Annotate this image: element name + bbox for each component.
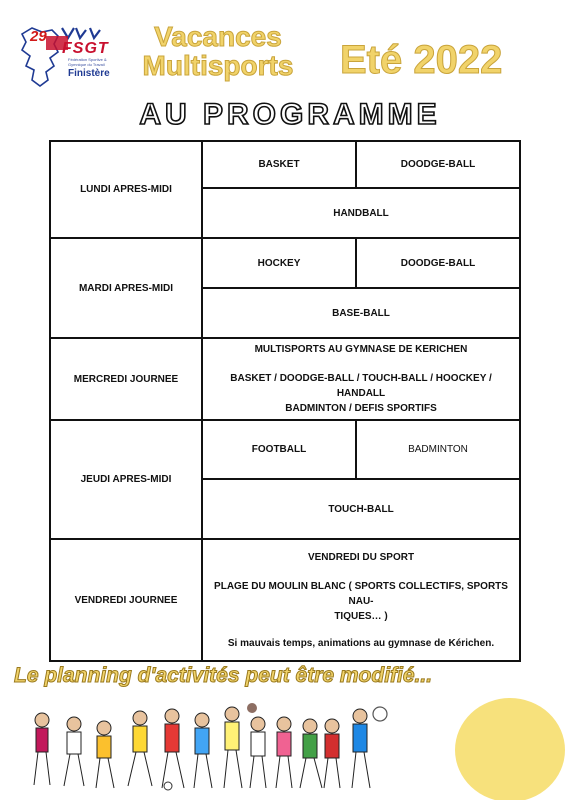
- child-figure: [300, 719, 322, 788]
- activity-cell: HANDBALL: [202, 188, 520, 238]
- wednesday-line: MULTISPORTS AU GYMNASE DE KERICHEN: [254, 344, 468, 355]
- activity-cell: DOODGE-BALL: [356, 238, 520, 288]
- kids-sports-photo: [0, 690, 566, 800]
- activity-cell: BASE-BALL: [202, 288, 520, 338]
- child-figure: [194, 713, 212, 788]
- friday-line: TIQUES… ): [334, 610, 388, 622]
- table-row: [50, 539, 520, 661]
- activity-cell: [202, 338, 520, 420]
- friday-line: PLAGE DU MOULIN BLANC ( SPORTS COLLECTIFS, SPORTS NAU-: [214, 580, 508, 607]
- activity-cell: HOCKEY: [202, 238, 356, 288]
- child-figure: [34, 713, 50, 785]
- day-cell: MERCREDI JOURNEE: [50, 338, 202, 420]
- child-figure: [96, 721, 114, 788]
- child-figure: [324, 719, 340, 788]
- activity-cell: DOODGE-BALL: [356, 141, 520, 188]
- logo-subtitle: Fédération Sportive & Gymnique du Travail: [68, 57, 107, 67]
- table-row: [50, 238, 520, 288]
- child-figure: [128, 711, 152, 786]
- page-title: Vacances Multisports: [142, 21, 294, 82]
- activity-cell: [202, 539, 520, 661]
- wednesday-line: BASKET / DOODGE-BALL / TOUCH-BALL / HOOCKEY / HANDALL: [230, 373, 492, 399]
- logo-number: 29: [30, 28, 47, 45]
- child-figure: [224, 707, 242, 788]
- child-figure: [64, 717, 84, 786]
- planning-notice: Le planning d'activités peut être modifié...: [14, 664, 433, 687]
- friday-line: VENDREDI DU SPORT: [307, 551, 415, 563]
- friday-line: Si mauvais temps, animations au gymnase de Kérichen.: [227, 637, 495, 649]
- logo-department: Finistère: [68, 68, 110, 79]
- activity-cell: FOOTBALL: [202, 420, 356, 479]
- child-figure: [250, 717, 266, 788]
- fsgt-logo: [18, 22, 118, 90]
- season-title: Eté 2022: [340, 38, 503, 82]
- schedule-table: [49, 140, 521, 662]
- activity-cell: BASKET: [202, 141, 356, 188]
- logo-brand: FSGT: [62, 40, 109, 57]
- table-row: [50, 420, 520, 479]
- table-row: [50, 338, 520, 420]
- activity-cell: TOUCH-BALL: [202, 479, 520, 539]
- wednesday-line: BADMINTON / DEFIS SPORTIFS: [285, 403, 437, 414]
- table-row: [50, 141, 520, 188]
- child-figure: [162, 709, 184, 788]
- child-figure: [352, 709, 370, 788]
- day-cell: MARDI APRES-MIDI: [50, 238, 202, 338]
- activity-cell: BADMINTON: [356, 420, 520, 479]
- day-cell: VENDREDI JOURNEE: [50, 539, 202, 661]
- day-cell: LUNDI APRES-MIDI: [50, 141, 202, 238]
- child-figure: [276, 717, 292, 788]
- day-cell: JEUDI APRES-MIDI: [50, 420, 202, 539]
- program-heading: AU PROGRAMME: [139, 98, 441, 131]
